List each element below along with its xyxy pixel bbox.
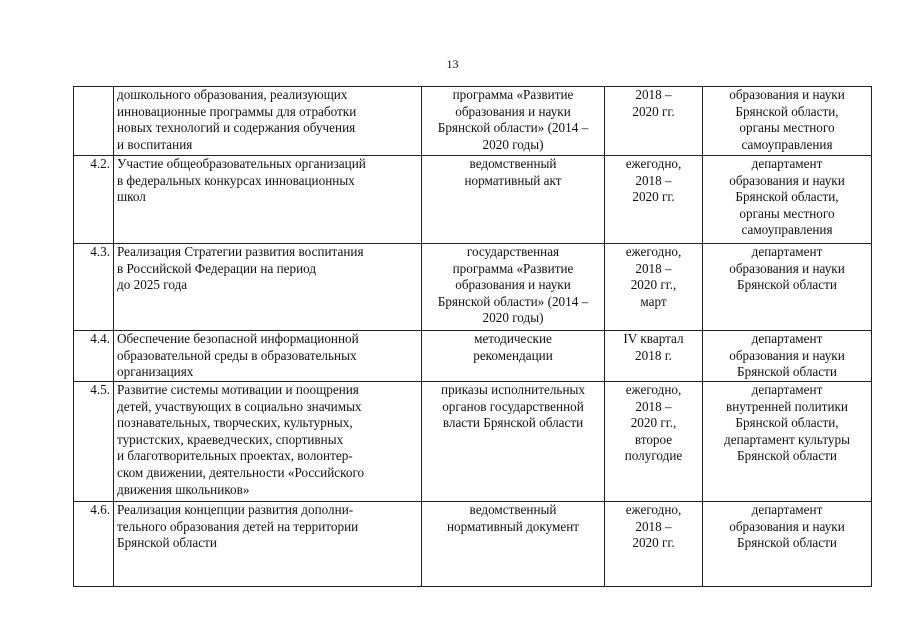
- term-cell: 2018 – 2020 гг.: [605, 87, 703, 156]
- term-cell: ежегодно, 2018 – 2020 гг., март: [605, 244, 703, 331]
- responsible-cell: департамент внутренней политики Брянской области, департамент культуры Брянской области: [703, 382, 872, 502]
- activity-cell: Участие общеобразовательных организаций в федеральных конкурсах инновационных школ: [114, 156, 422, 244]
- term-cell: ежегодно, 2018 – 2020 гг.: [605, 502, 703, 587]
- table-row: [74, 382, 872, 502]
- item-number-cell: 4.5.: [74, 382, 114, 502]
- term-cell: ежегодно, 2018 – 2020 гг., второе полугодие: [605, 382, 703, 502]
- item-number-cell: 4.2.: [74, 156, 114, 244]
- item-number-cell: 4.6.: [74, 502, 114, 587]
- activity-cell: дошкольного образования, реализующих инновационные программы для отработки новых технологий и содержания обучения и воспитания: [114, 87, 422, 156]
- table-row: [74, 502, 872, 587]
- table-row: [74, 156, 872, 244]
- page-number: 13: [446, 57, 459, 71]
- responsible-cell: департамент образования и науки Брянской области: [703, 502, 872, 587]
- responsible-cell: образования и науки Брянской области, органы местного самоуправления: [703, 87, 872, 156]
- term-cell: ежегодно, 2018 – 2020 гг.: [605, 156, 703, 244]
- document-cell: приказы исполнительных органов государственной власти Брянской области: [422, 382, 605, 502]
- action-plan-table: [73, 86, 872, 587]
- item-number-cell: [74, 87, 114, 156]
- item-number-cell: 4.3.: [74, 244, 114, 331]
- activity-cell: Реализация Стратегии развития воспитания в Российской Федерации на период до 2025 года: [114, 244, 422, 331]
- document-cell: методические рекомендации: [422, 331, 605, 382]
- table-row: [74, 331, 872, 382]
- document-cell: ведомственный нормативный акт: [422, 156, 605, 244]
- activity-cell: Развитие системы мотивации и поощрения детей, участвующих в социально значимых познавательных, творческих, культурных, туристских, краеведческих, спортивных и благотворительных проектах, волонтер- ском движении, деятельности «Российского движения школьников»: [114, 382, 422, 502]
- table-row: [74, 87, 872, 156]
- table-row: [74, 244, 872, 331]
- document-cell: ведомственный нормативный документ: [422, 502, 605, 587]
- document-cell: программа «Развитие образования и науки Брянской области» (2014 – 2020 годы): [422, 87, 605, 156]
- term-cell: IV квартал 2018 г.: [605, 331, 703, 382]
- responsible-cell: департамент образования и науки Брянской области: [703, 331, 872, 382]
- activity-cell: Обеспечение безопасной информационной образовательной среды в образовательных организациях: [114, 331, 422, 382]
- responsible-cell: департамент образования и науки Брянской области, органы местного самоуправления: [703, 156, 872, 244]
- document-cell: государственная программа «Развитие образования и науки Брянской области» (2014 – 2020 годы): [422, 244, 605, 331]
- activity-cell: Реализация концепции развития дополни- тельного образования детей на территории Брянской области: [114, 502, 422, 587]
- item-number-cell: 4.4.: [74, 331, 114, 382]
- responsible-cell: департамент образования и науки Брянской области: [703, 244, 872, 331]
